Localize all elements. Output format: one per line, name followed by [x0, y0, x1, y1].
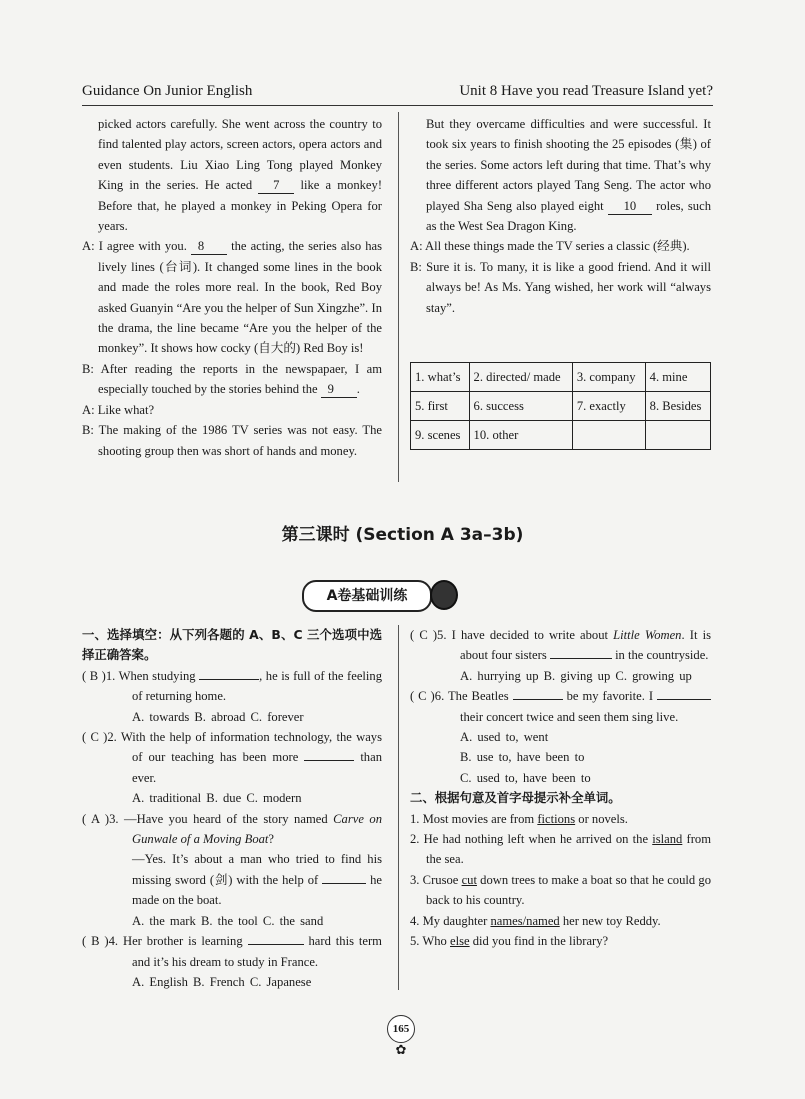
question-text: ? — [268, 832, 275, 847]
unit-title: Unit 8 Have you read Treasure Island yet? — [459, 83, 713, 99]
dialogue-paragraph — [82, 236, 382, 358]
item-answer: fictions — [537, 811, 576, 826]
table-cell: 8. Besides — [645, 392, 710, 421]
dialogue-paragraph — [82, 114, 382, 236]
answer-blank — [248, 944, 304, 945]
question-text: The Beatles — [447, 689, 509, 704]
item-number: 4. — [410, 913, 420, 928]
word-options-table — [410, 362, 711, 450]
item-number: 2. — [410, 832, 420, 847]
item-number: 3. — [410, 872, 420, 887]
answer-blank — [657, 699, 711, 700]
answer-mark: ( C ) — [82, 730, 108, 745]
column-divider-top — [398, 112, 399, 482]
dialogue-text: picked actors carefully. She went across the country to find talented play actors, screen actors, opera actors and even students. Liu Xiao Ling Tong played Monkey King in the series. He acted — [98, 117, 382, 193]
question-text: than ever. — [132, 750, 382, 785]
question-number: 3. — [109, 811, 119, 826]
dialogue-paragraph: B: Sure it is. To many, it is like a good friend. And it will always be! As Ms. Yang wished, her work will “always stay”. — [410, 259, 711, 315]
question-text: he made on the boat. — [132, 872, 382, 908]
film-reel-icon — [430, 580, 458, 610]
item-answer: cut — [461, 872, 477, 887]
item-number: 1. — [410, 811, 420, 826]
dialogue-text: A: I agree with you. — [82, 239, 187, 254]
dialogue-paragraph: B: After reading the reports in the newspapaer, I am especially touched by the stories behind the 9 . — [82, 361, 382, 397]
section-banner — [302, 580, 462, 610]
dialogue-paragraph: B: The making of the 1986 TV series was not easy. The shooting group then was short of hands and money. — [82, 423, 382, 458]
table-cell — [572, 421, 645, 450]
question-text: . It is about four sisters — [460, 628, 711, 663]
table-row — [411, 392, 711, 421]
answer-blank — [199, 679, 259, 680]
question-6-choice-a: A. used to, went — [460, 730, 549, 745]
item-text: Crusoe — [422, 872, 462, 887]
story-title: Carve on Gunwale of a Moving Boat — [132, 811, 383, 847]
dialogue-text: But they overcame difficulties and were successful. It took six years to finish shooting the 25 episodes (集) of the series. Some actors left during that time. That’s why three different actors played Tang Seng. The actor who played Sha Seng also played eight — [426, 117, 711, 213]
answer-mark: ( C ) — [410, 689, 435, 704]
section1-title: 一、选择填空：从下列各题的 A、B、C 三个选项中选择正确答案。 — [82, 627, 382, 663]
item-text: from the sea. — [426, 832, 711, 867]
item-answer: else — [450, 934, 470, 949]
question-1-choices: A. towards B. abroad C. forever — [132, 709, 304, 724]
item-text: Most movies are from — [422, 811, 538, 826]
question-number: 4. — [108, 934, 119, 949]
blank-7: 7 — [258, 178, 294, 194]
question-text: their concert twice and seen them sing live. — [460, 709, 679, 724]
dialogue-paragraph: A: All these things made the TV series a classic (经典). — [410, 239, 690, 254]
question-text: With the help of information technology, the ways of our teaching has been more — [120, 730, 382, 765]
question-3-reply — [82, 849, 382, 910]
question-number: 5. — [437, 628, 447, 642]
word-item-4 — [410, 911, 711, 931]
question-2 — [82, 727, 382, 788]
book-title-italic: Little Women — [613, 628, 682, 642]
answer-mark: ( C ) — [410, 628, 438, 642]
dialogue-text: the acting, the series also has lively lines (台词). It changed some lines in the book and made the roles more real. In the book, Red Boy asked Guanyin “Are you the helper of Sun Xingzhe”. In the drama, the line became “Are you the helper of the monkey”. It shows how cocky (自大的) Red Boy is! — [98, 239, 383, 356]
question-text: When studying — [118, 668, 196, 683]
question-6-choice-c: C. used to, have been to — [460, 770, 591, 785]
question-2-choices: A. traditional B. due C. modern — [132, 791, 302, 806]
answer-blank — [304, 760, 354, 761]
page-number-badge — [373, 1015, 429, 1057]
item-answer: names/named — [490, 913, 560, 928]
table-cell: 3. company — [572, 363, 645, 392]
question-text: —Yes. It’s about a man who tried to find his missing sword (剑) with the help of — [132, 852, 382, 887]
item-text: her new toy Reddy. — [559, 913, 661, 928]
answer-blank — [550, 658, 612, 659]
item-text: He had nothing left when he arrived on the — [423, 832, 653, 847]
table-cell: 1. what’s — [411, 363, 470, 392]
running-header — [82, 83, 713, 106]
question-1 — [82, 666, 382, 707]
column-divider-bottom — [398, 625, 399, 990]
question-6 — [410, 686, 711, 727]
question-number: 1. — [105, 668, 116, 683]
question-text: hard this term and it’s his dream to study in France. — [132, 934, 382, 969]
dialogue-paragraph — [410, 114, 711, 236]
blank-9: 9 — [321, 382, 357, 398]
item-text: did you find in the library? — [469, 934, 609, 949]
blank-10: 10 — [608, 199, 652, 215]
question-6-choice-b: B. use to, have been to — [460, 750, 585, 765]
word-item-2 — [410, 829, 711, 870]
answer-mark: ( B ) — [82, 934, 109, 949]
item-text: Who — [422, 934, 451, 949]
table-cell: 9. scenes — [411, 421, 470, 450]
answer-mark: ( B ) — [82, 668, 106, 683]
question-text: Her brother is learning — [123, 934, 243, 949]
answer-blank — [322, 883, 366, 884]
dialogue-text: like a monkey! Before that, he played a monkey in Peking Opera for years. — [98, 178, 383, 234]
question-text: in the countryside. — [615, 648, 709, 663]
blank-8: 8 — [191, 239, 227, 255]
question-3 — [82, 809, 382, 850]
question-5 — [410, 625, 711, 666]
answer-blank — [513, 699, 563, 700]
table-cell: 2. directed/ made — [469, 363, 572, 392]
section2-title: 二、根据句意及首字母提示补全单词。 — [410, 790, 621, 806]
banner-label: A卷基础训练 — [302, 580, 432, 612]
item-answer: island — [652, 832, 683, 847]
answer-mark: ( A ) — [82, 811, 110, 826]
item-text: down trees to make a boat so that he could go back to his country. — [426, 872, 711, 908]
item-text: My daughter — [422, 913, 491, 928]
dialogue-paragraph: A: Like what? — [82, 402, 155, 417]
table-cell: 7. exactly — [572, 392, 645, 421]
question-text: I have decided to write about — [451, 628, 609, 642]
question-text: be my favorite. I — [566, 689, 654, 704]
exercise-right-column — [410, 625, 711, 952]
item-text: or novels. — [575, 811, 628, 826]
word-item-1 — [410, 809, 711, 829]
question-4-choices: A. English B. French C. Japanese — [132, 974, 312, 989]
question-4 — [82, 931, 382, 972]
table-row — [411, 421, 711, 450]
word-item-3 — [410, 870, 711, 911]
question-text: , he is full of the feeling of returning home. — [132, 668, 383, 704]
exercise-left-column — [82, 625, 382, 992]
item-number: 5. — [410, 934, 420, 949]
dialogue-text: roles, such as the West Sea Dragon King. — [426, 198, 711, 234]
question-5-choices: A. hurrying up B. giving up C. growing up — [460, 668, 692, 683]
dialogue-text: B: After reading the reports in the newspapaer, I am especially touched by the stories behind the — [82, 361, 382, 397]
page-number: 165 — [387, 1015, 415, 1043]
leaf-ornament-icon: ✿ — [395, 1042, 407, 1057]
question-number: 6. — [434, 689, 445, 704]
lesson-title: 第三课时 (Section A 3a–3b) — [281, 525, 524, 545]
word-item-5 — [410, 931, 711, 951]
table-cell: 10. other — [469, 421, 572, 450]
question-text: —Have you heard of the story named — [124, 811, 328, 826]
dialogue-right-column — [410, 114, 711, 318]
question-3-choices: A. the mark B. the tool C. the sand — [132, 913, 324, 928]
table-cell: 6. success — [469, 392, 572, 421]
dialogue-left-column — [82, 114, 382, 461]
book-title: Guidance On Junior English — [82, 83, 253, 99]
table-cell: 4. mine — [645, 363, 710, 392]
table-row — [411, 363, 711, 392]
question-number: 2. — [107, 730, 117, 745]
table-cell: 5. first — [411, 392, 470, 421]
table-cell — [645, 421, 710, 450]
